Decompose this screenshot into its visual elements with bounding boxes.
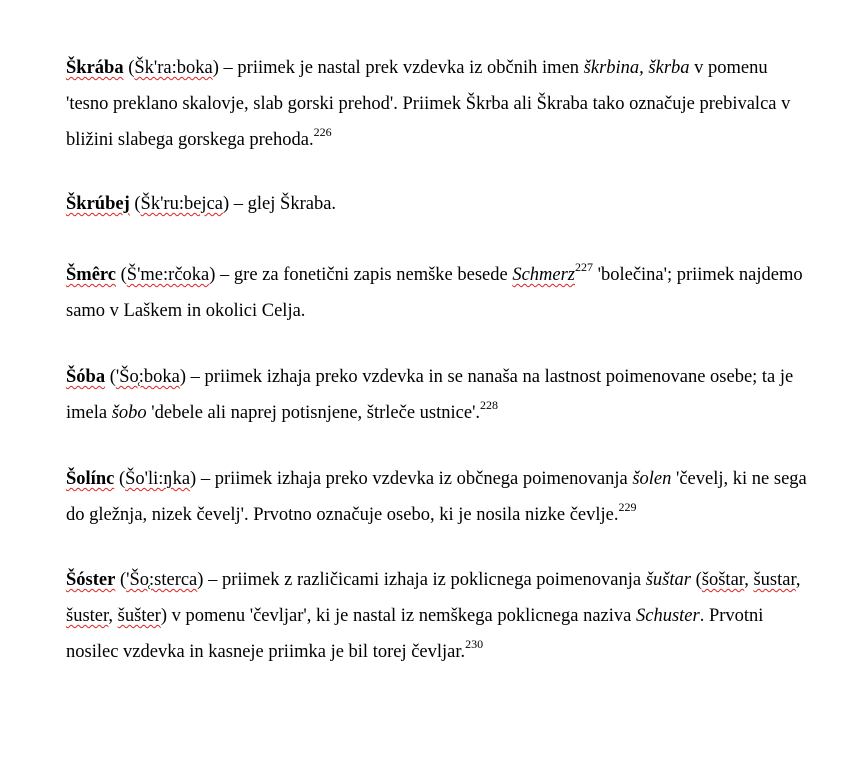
entry-text: , xyxy=(744,570,754,590)
headword: Šóba xyxy=(66,367,106,387)
entry-skrubej: Škrúbej (Šk'ru:bejca) – glej Škraba. xyxy=(66,194,337,214)
italic-term: šobo xyxy=(111,403,147,423)
headword: Šmêrc xyxy=(66,265,116,285)
italic-term: Schuster xyxy=(636,606,700,626)
pronunciation: Šk'ru:bejca xyxy=(140,194,223,214)
entry-text: , xyxy=(108,606,118,626)
entry-text: – glej Škraba. xyxy=(229,194,337,214)
entry-text: – priimek je nastal prek vzdevka iz občnih imen xyxy=(218,58,584,78)
entry-text: . Prvotni nosilec vzdevka in kasneje priimka je bil torej čevljar. xyxy=(66,606,764,662)
entry-solinc: Šolínc (Šo'li:ŋka) – priimek izhaja preko vzdevka iz občnega poimenovanja šolen 'čevelj, ki ne sega do gležnja, nizek čevelj'. Prvotno označuje osebo, ki je nosila nizke čevlje.$^{229}$ xyxy=(66,469,807,525)
variant-term: šustar xyxy=(753,570,796,590)
pronunciation: 'Šo̜:sterca xyxy=(126,570,198,590)
footnote-ref[interactable]: 226 xyxy=(313,124,332,139)
footnote-ref[interactable]: 230 xyxy=(465,636,484,651)
footnote-ref[interactable]: 229 xyxy=(618,499,637,514)
entry-skraba: Škrába (Šk'ra:boka) – priimek je nastal prek vzdevka iz občnih imen škrbina, škrba v pomenu 'tesno preklano skalovje, slab gorski prehod'. Priimek Škrba ali Škraba tako označuje prebivalca v bližini slabega gorskega prehoda.$^{226}$ xyxy=(66,58,791,150)
variant-term: šoštar xyxy=(701,570,745,590)
headword: Škrúbej xyxy=(66,194,130,214)
entry-text: 'čevelj, ki ne sega do gležnja, nizek čevelj'. Prvotno označuje osebo, ki je nosila nizke čevlje. xyxy=(66,469,807,525)
pronunciation: Šo'li:ŋka xyxy=(125,469,191,489)
pronunciation: 'Šo̜:boka xyxy=(115,367,180,387)
entry-text: 'bolečina'; priimek najdemo samo v Laškem in okolici Celja. xyxy=(66,265,803,321)
italic-term: šolen xyxy=(632,469,672,489)
entry-text: v pomenu 'tesno preklano skalovje, slab gorski prehod'. Priimek Škrba ali Škraba tako označuje prebivalca v bližini slabega gorskega prehoda. xyxy=(66,58,791,150)
pronunciation: Š'me:rčoka xyxy=(126,265,210,285)
entry-soster: Šóster ('Šo̜:sterca) – priimek z različicami izhaja iz poklicnega poimenovanja šuštar (šoštar, šustar, šuster, šušter) v pomenu 'čevljar', ki je nastal iz nemškega poklicnega naziva Schuster. Prvotni nosilec vzdevka in kasneje priimka je bil torej čevljar.$^{230}$ xyxy=(66,570,801,662)
italic-term: škrbina, škrba xyxy=(583,58,690,78)
entry-text: ( xyxy=(690,570,702,590)
entry-smerc: Šmêrc (Š'me:rčoka) – gre za fonetični zapis nemške besede Schmerz$^{227}$ 'bolečina'; priimek najdemo samo v Laškem in okolici Celja. xyxy=(66,259,803,321)
variant-term: šušter xyxy=(117,606,161,626)
entry-text: – gre za fonetični zapis nemške besede xyxy=(215,265,513,285)
variant-term: šuster xyxy=(66,606,109,626)
headword: Šóster xyxy=(66,570,116,590)
entry-text: 'debele ali naprej potisnjene, štrleče ustnice'. xyxy=(146,403,481,423)
italic-term: šuštar xyxy=(645,570,691,590)
entry-text: – priimek z različicami izhaja iz poklicnega poimenovanja xyxy=(203,570,646,590)
headword: Škrába xyxy=(66,58,124,78)
entry-text: – priimek izhaja preko vzdevka iz občnega poimenovanja xyxy=(196,469,633,489)
footnote-ref[interactable]: 228 xyxy=(480,397,499,412)
entry-text: ) v pomenu 'čevljar', ki je nastal iz nemškega poklicnega naziva xyxy=(160,606,636,626)
footnote-ref[interactable]: 227 xyxy=(575,259,594,274)
italic-term: Schmerz xyxy=(512,265,576,285)
entry-soba: Šóba ('Šo̜:boka) – priimek izhaja preko vzdevka in se nanaša na lastnost poimenovane osebe; ta je imela šobo 'debele ali naprej potisnjene, štrleče ustnice'.$^{228}$ xyxy=(66,367,794,423)
entry-text: , xyxy=(795,570,801,590)
entry-text: – priimek izhaja preko vzdevka in se nanaša na lastnost poimenovane osebe; ta je imela xyxy=(66,367,794,423)
headword: Šolínc xyxy=(66,469,115,489)
pronunciation: Šk'ra:boka xyxy=(134,58,213,78)
